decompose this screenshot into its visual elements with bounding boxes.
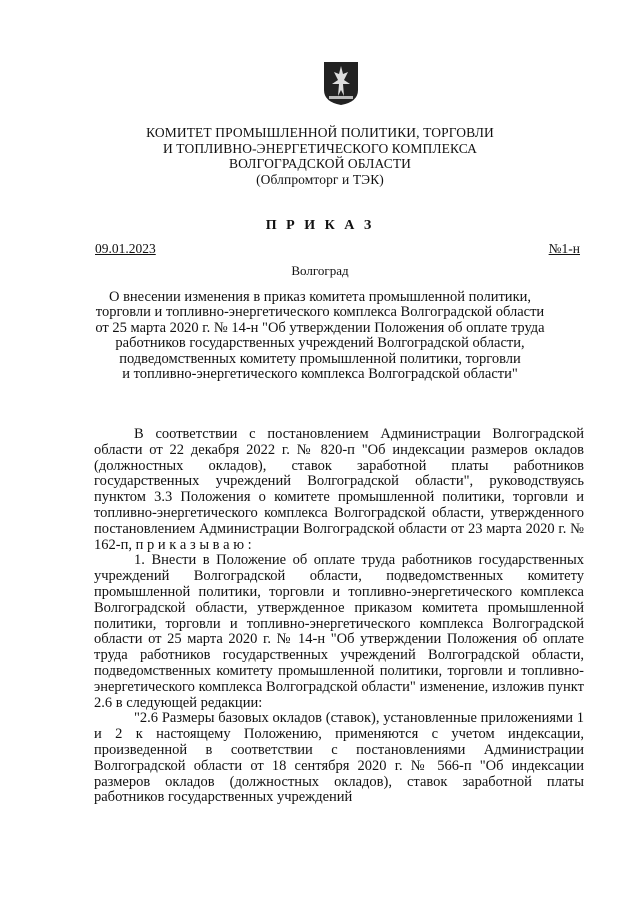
title-line: торговли и топливно-энергетического комплекса Волгоградской области (95, 304, 545, 321)
body-paragraph: "2.6 Размеры базовых окладов (ставок), установленные приложениями 1 и 2 к настоящему Положению, применяются с учетом индексации, произведенной в соответствии с постановлениями Администрации Волгоградской области от 18 сентября 2020 г. № 566-п "Об индексации размеров окладов (должностных окладов), ставок заработной платы работников государственных учреждений (94, 710, 584, 806)
document-date: 09.01.2023 (95, 241, 156, 256)
title-line: работников государственных учреждений Волгоградской области, (115, 335, 525, 352)
title-line: О внесении изменения в приказ комитета промышленной политики, (108, 289, 531, 305)
document-city: Волгоград (291, 263, 349, 278)
org-line: И ТОПЛИВНО-ЭНЕРГЕТИЧЕСКОГО КОМПЛЕКСА (162, 140, 477, 156)
title-line: от 25 марта 2020 г. № 14-н "Об утверждении Положения об оплате труда (95, 319, 545, 336)
organization-header (0, 125, 640, 187)
body-paragraph: 1. Внести в Положение об оплате труда работников государственных учреждений Волгоградской области, подведомственных комитету промышленной политики, торговли и топливно-энергетического комплекса Волгоградской области, утвержденное приказом комитета промышленной политики, торговли и топливно-энергетического комплекса Волгоградской области от 25 марта 2020 г. № 14-н "Об утверждении Положения об оплате труда работников государственных учреждений Волгоградской области, подведомственных комитету промышленной политики, торговли и топливно-энергетического комплекса Волгоградской области" изменение, изложив пункт 2.6 в следующей редакции: (94, 552, 584, 711)
org-line: ВОЛГОГРАДСКОЙ ОБЛАСТИ (228, 156, 412, 171)
title-line: и топливно-энергетического комплекса Волгоградской области" (122, 366, 518, 383)
title-line: подведомственных комитету промышленной политики, торговли (119, 350, 521, 367)
coat-of-arms-icon (322, 60, 360, 106)
org-line: КОМИТЕТ ПРОМЫШЛЕННОЙ ПОЛИТИКИ, ТОРГОВЛИ (146, 125, 494, 140)
org-abbreviation: (Облпромторг и ТЭК) (256, 171, 384, 187)
body-paragraph: В соответствии с постановлением Администрации Волгоградской области от 22 декабря 2022 г. № 820-п "Об индексации размеров окладов (должностных окладов), ставок заработной платы работников государственных учреждений Волгоградской области", руководствуясь пунктом 3.3 Положения о комитете промышленной политики, торговли и топливно-энергетического комплекса Волгоградской области, утвержденного постановлением Администрации Волгоградской области от 23 марта 2020 г. № 162-п, п р и к а з ы в а ю : (94, 426, 584, 553)
document-title (0, 290, 640, 382)
document-type: П Р И К А З (265, 218, 375, 233)
document-body (94, 427, 584, 806)
document-number: №1-н (548, 241, 580, 256)
